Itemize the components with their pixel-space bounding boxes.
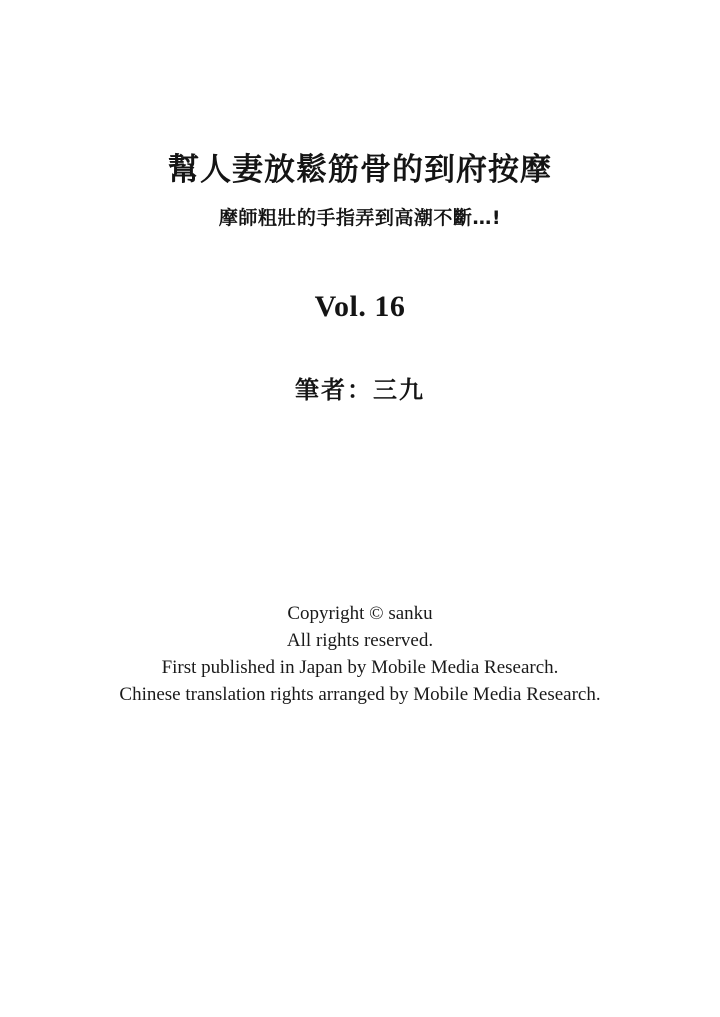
copyright-line-3: First published in Japan by Mobile Media Research. xyxy=(161,657,559,678)
copyright-line-2: All rights reserved. xyxy=(286,630,434,651)
volume-label: Vol. 16 xyxy=(314,289,406,323)
author-label: 筆者：三九 xyxy=(295,375,425,404)
page-title: 幫人妻放鬆筋骨的到府按摩 xyxy=(168,152,552,188)
copyright-block xyxy=(0,600,720,708)
copyright-line-1: Copyright © sanku xyxy=(287,603,433,624)
page-subtitle: 摩師粗壯的手指弄到高潮不斷…! xyxy=(218,207,502,230)
title-block xyxy=(0,152,720,405)
copyright-line-4: Chinese translation rights arranged by Mobile Media Research. xyxy=(119,684,601,705)
